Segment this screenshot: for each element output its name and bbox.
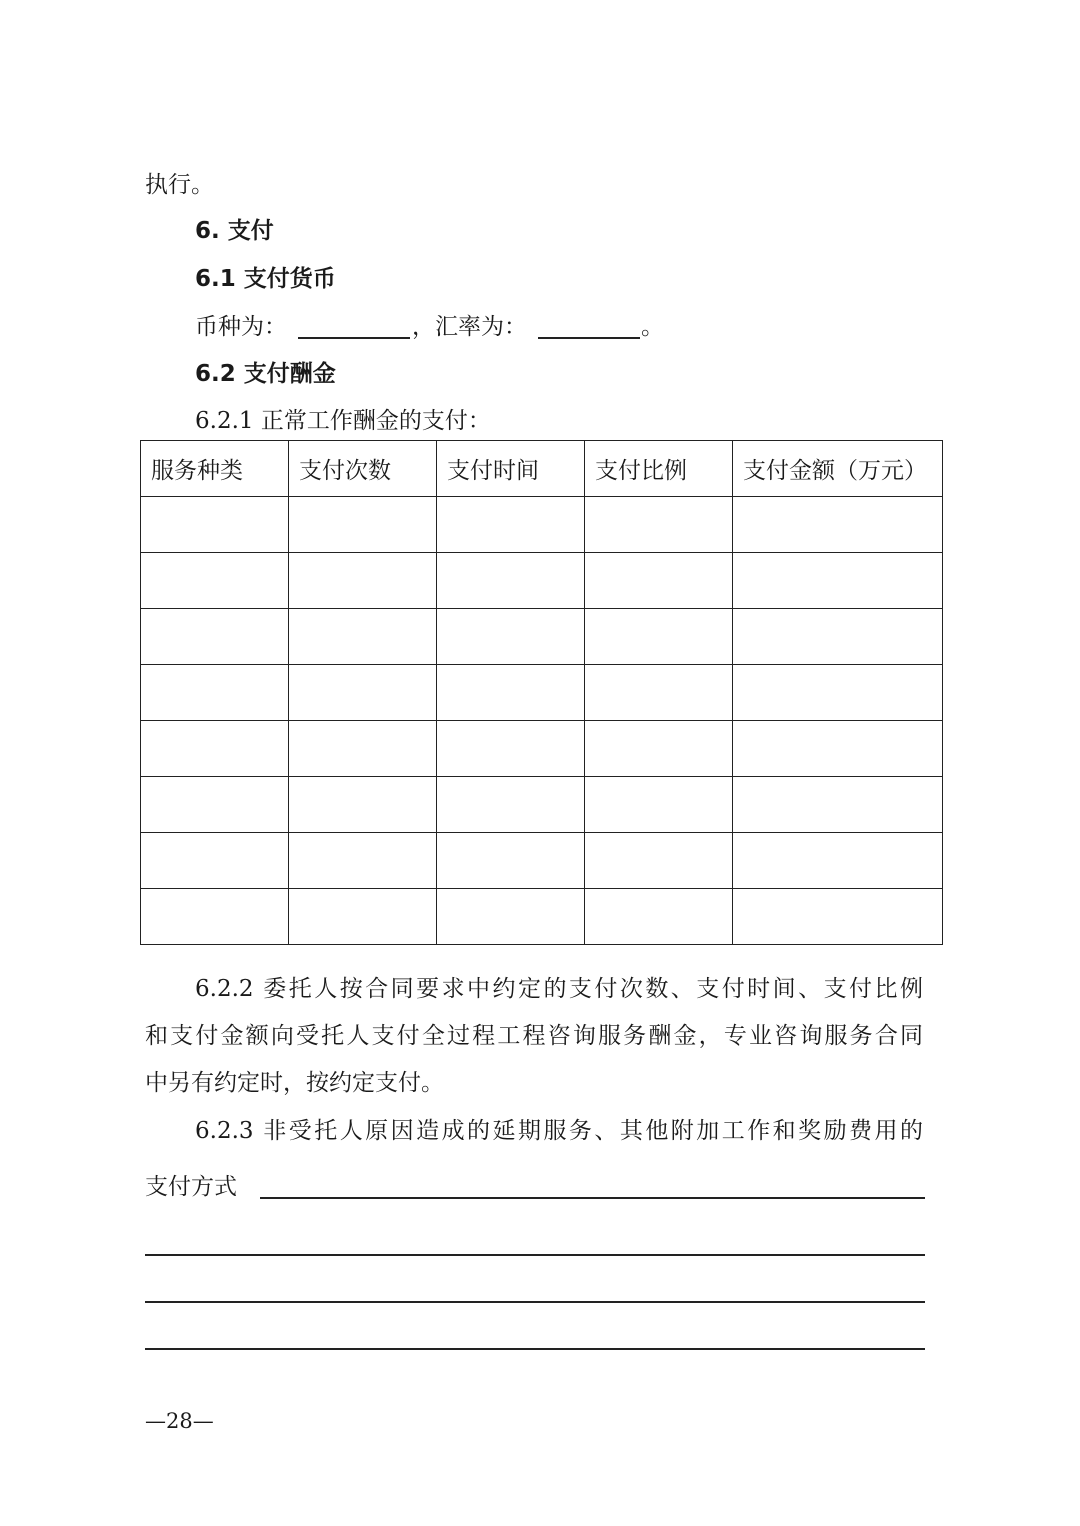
currency-blank[interactable] bbox=[298, 337, 410, 339]
header-payment-count: 支付次数 bbox=[289, 441, 437, 497]
table-header-row bbox=[141, 441, 943, 497]
table-cell[interactable] bbox=[289, 889, 437, 945]
table-cell[interactable] bbox=[141, 497, 289, 553]
section-6-2-3-line-1: 6.2.3 非受托人原因造成的延期服务、其他附加工作和奖励费用的 bbox=[195, 1118, 923, 1144]
table-cell[interactable] bbox=[437, 665, 585, 721]
section-6-2-2-line-3: 中另有约定时，按约定支付。 bbox=[145, 1070, 444, 1096]
section-6-2-2-line-1: 6.2.2 委托人按合同要求中约定的支付次数、支付时间、支付比例 bbox=[195, 976, 923, 1002]
period: 。 bbox=[641, 314, 664, 340]
table-cell[interactable] bbox=[289, 833, 437, 889]
table-cell[interactable] bbox=[289, 721, 437, 777]
currency-label: 币种为： bbox=[195, 314, 287, 340]
table-cell[interactable] bbox=[289, 665, 437, 721]
table-cell[interactable] bbox=[437, 889, 585, 945]
header-payment-amount: 支付金额（万元） bbox=[733, 441, 943, 497]
table-cell[interactable] bbox=[585, 721, 733, 777]
header-service-type: 服务种类 bbox=[141, 441, 289, 497]
table-cell[interactable] bbox=[437, 497, 585, 553]
table-cell[interactable] bbox=[733, 665, 943, 721]
table-cell[interactable] bbox=[437, 609, 585, 665]
payment-table bbox=[140, 440, 943, 945]
header-payment-ratio: 支付比例 bbox=[585, 441, 733, 497]
table-cell[interactable] bbox=[141, 889, 289, 945]
table-cell[interactable] bbox=[733, 777, 943, 833]
table-row bbox=[141, 889, 943, 945]
table-row bbox=[141, 497, 943, 553]
table-cell[interactable] bbox=[289, 777, 437, 833]
rate-blank[interactable] bbox=[538, 337, 640, 339]
rate-label: ，汇率为： bbox=[412, 314, 527, 340]
section-6-1-heading: 6.1 支付货币 bbox=[195, 266, 336, 292]
section-6-2-heading: 6.2 支付酬金 bbox=[195, 361, 336, 387]
table-cell[interactable] bbox=[585, 889, 733, 945]
table-cell[interactable] bbox=[585, 833, 733, 889]
payment-method-label: 支付方式 bbox=[145, 1174, 237, 1200]
payment-method-blank-4[interactable] bbox=[145, 1348, 925, 1350]
page-number: —28— bbox=[145, 1409, 214, 1433]
section-6-heading: 6. 支付 bbox=[195, 218, 274, 244]
table-cell[interactable] bbox=[733, 721, 943, 777]
table-cell[interactable] bbox=[289, 553, 437, 609]
payment-method-blank-1[interactable] bbox=[260, 1197, 925, 1199]
table-cell[interactable] bbox=[289, 609, 437, 665]
table-cell[interactable] bbox=[141, 609, 289, 665]
table-cell[interactable] bbox=[289, 497, 437, 553]
table-cell[interactable] bbox=[437, 553, 585, 609]
table-cell[interactable] bbox=[437, 833, 585, 889]
table-row bbox=[141, 553, 943, 609]
table-cell[interactable] bbox=[585, 777, 733, 833]
table-cell[interactable] bbox=[585, 665, 733, 721]
table-cell[interactable] bbox=[733, 833, 943, 889]
continuation-text: 执行。 bbox=[145, 172, 214, 198]
table-row bbox=[141, 609, 943, 665]
table-row bbox=[141, 777, 943, 833]
table-row bbox=[141, 833, 943, 889]
table-cell[interactable] bbox=[733, 497, 943, 553]
payment-method-blank-3[interactable] bbox=[145, 1301, 925, 1303]
table-cell[interactable] bbox=[733, 609, 943, 665]
header-payment-time: 支付时间 bbox=[437, 441, 585, 497]
table-cell[interactable] bbox=[141, 833, 289, 889]
table-cell[interactable] bbox=[733, 889, 943, 945]
table-cell[interactable] bbox=[437, 721, 585, 777]
table-cell[interactable] bbox=[733, 553, 943, 609]
table-row bbox=[141, 721, 943, 777]
table-cell[interactable] bbox=[141, 553, 289, 609]
table-cell[interactable] bbox=[141, 665, 289, 721]
section-6-2-1-text: 6.2.1 正常工作酬金的支付： bbox=[195, 408, 491, 434]
payment-method-blank-2[interactable] bbox=[145, 1254, 925, 1256]
section-6-2-2-line-2: 和支付金额向受托人支付全过程工程咨询服务酬金，专业咨询服务合同 bbox=[145, 1023, 923, 1049]
table-cell[interactable] bbox=[141, 721, 289, 777]
table-cell[interactable] bbox=[585, 609, 733, 665]
table-cell[interactable] bbox=[141, 777, 289, 833]
table-cell[interactable] bbox=[585, 553, 733, 609]
table-cell[interactable] bbox=[437, 777, 585, 833]
table-cell[interactable] bbox=[585, 497, 733, 553]
table-row bbox=[141, 665, 943, 721]
